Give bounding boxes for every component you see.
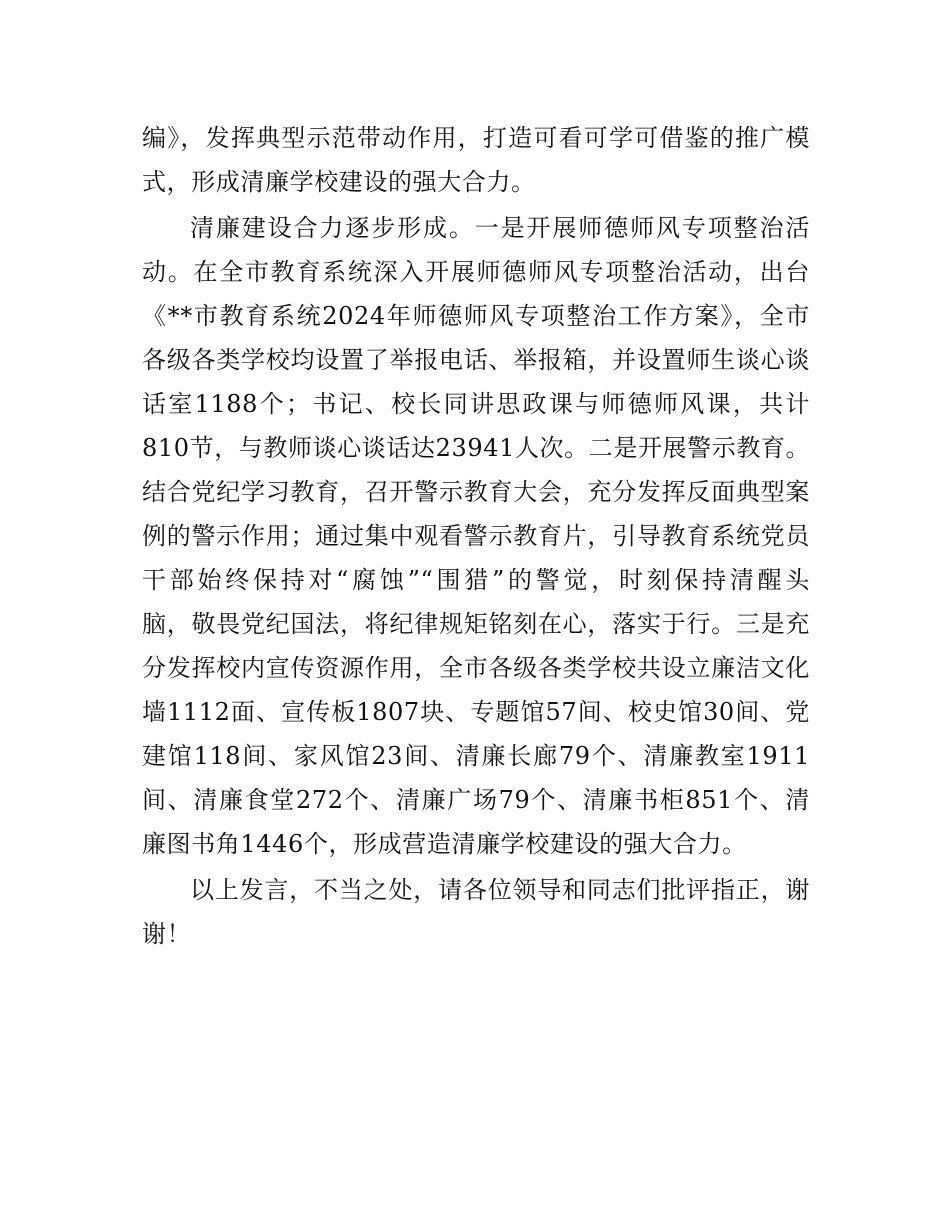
text-line: 脑，敬畏党纪国法，将纪律规矩铭刻在心，落实于行。三是充 xyxy=(142,610,810,638)
text-line: 间、清廉食堂272个、清廉广场79个、清廉书柜851个、清 xyxy=(142,786,810,814)
text-line: 清廉建设合力逐步形成。一是开展师德师风专项整治活 xyxy=(190,214,810,242)
text-line: 《**市教育系统2024年师德师风专项整治工作方案》，全市 xyxy=(142,302,810,330)
paragraph-2 xyxy=(142,206,810,866)
text-line: 例的警示作用；通过集中观看警示教育片，引导教育系统党员 xyxy=(142,522,810,550)
paragraph-1 xyxy=(142,116,810,204)
text-line: 谢！ xyxy=(142,920,192,948)
text-line: 810节，与教师谈心谈话达23941人次。二是开展警示教育。 xyxy=(142,434,811,462)
text-line: 结合党纪学习教育，召开警示教育大会，充分发挥反面典型案 xyxy=(142,478,810,506)
text-line: 编》，发挥典型示范带动作用，打造可看可学可借鉴的推广模 xyxy=(142,124,810,152)
text-line: 建馆118间、家风馆23间、清廉长廊79个、清廉教室1911 xyxy=(142,742,810,770)
text-line: 式，形成清廉学校建设的强大合力。 xyxy=(142,168,536,196)
text-line: 动。在全市教育系统深入开展师德师风专项整治活动，出台 xyxy=(142,258,810,286)
document-body xyxy=(142,116,810,958)
text-line: 廉图书角1446个，形成营造清廉学校建设的强大合力。 xyxy=(142,830,747,858)
text-line: 分发挥校内宣传资源作用，全市各级各类学校共设立廉洁文化 xyxy=(142,654,810,682)
text-line: 干部始终保持对“腐蚀”“围猎”的警觉，时刻保持清醒头 xyxy=(142,566,810,594)
paragraph-3 xyxy=(142,868,810,956)
text-line: 墙1112面、宣传板1807块、专题馆57间、校史馆30间、党 xyxy=(142,698,810,726)
text-line: 各级各类学校均设置了举报电话、举报箱，并设置师生谈心谈 xyxy=(142,346,810,374)
text-line: 话室1188个；书记、校长同讲思政课与师德师风课，共计 xyxy=(142,390,810,418)
text-line: 以上发言，不当之处，请各位领导和同志们批评指正，谢 xyxy=(190,876,810,904)
